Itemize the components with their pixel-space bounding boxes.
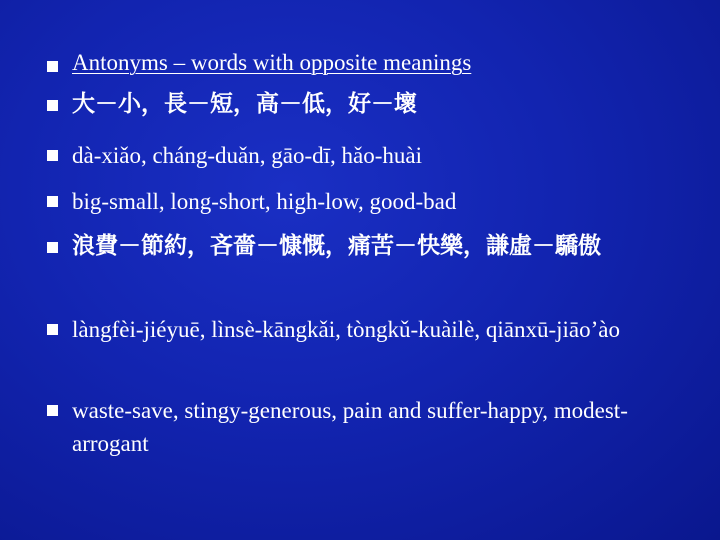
bullet-square-icon <box>47 100 58 111</box>
bullet-text-antonyms-definition: Antonyms – words with opposite meanings <box>72 50 472 75</box>
bullet-text-chinese-pairs-1: 大－小，長－短，高－低，好－壞 <box>72 91 417 117</box>
bullet-square-icon <box>47 150 58 161</box>
bullet-text-english-pairs-2: waste-save, stingy-generous, pain and suffer-happy, modest-arrogant <box>72 398 628 456</box>
bullet-square-icon <box>47 405 58 416</box>
bullet-square-icon <box>47 242 58 253</box>
bullet-square-icon <box>47 196 58 207</box>
bullet-text-pinyin-pairs-2: làngfèi-jiéyuē, lìnsè-kāngkǎi, tòngkǔ-kuàilè, qiānxū-jiāo’ào <box>72 317 620 342</box>
bullet-text-pinyin-pairs-1: dà-xiǎo, cháng-duǎn, gāo-dī, hǎo-huài <box>72 143 422 168</box>
bullet-text-chinese-pairs-2: 浪費－節約，吝嗇－慷慨，痛苦－快樂，謙虛－驕傲 <box>72 233 601 259</box>
bullet-square-icon <box>47 324 58 335</box>
bullet-square-icon <box>47 61 58 72</box>
bullet-text-english-pairs-1: big-small, long-short, high-low, good-bad <box>72 189 457 214</box>
